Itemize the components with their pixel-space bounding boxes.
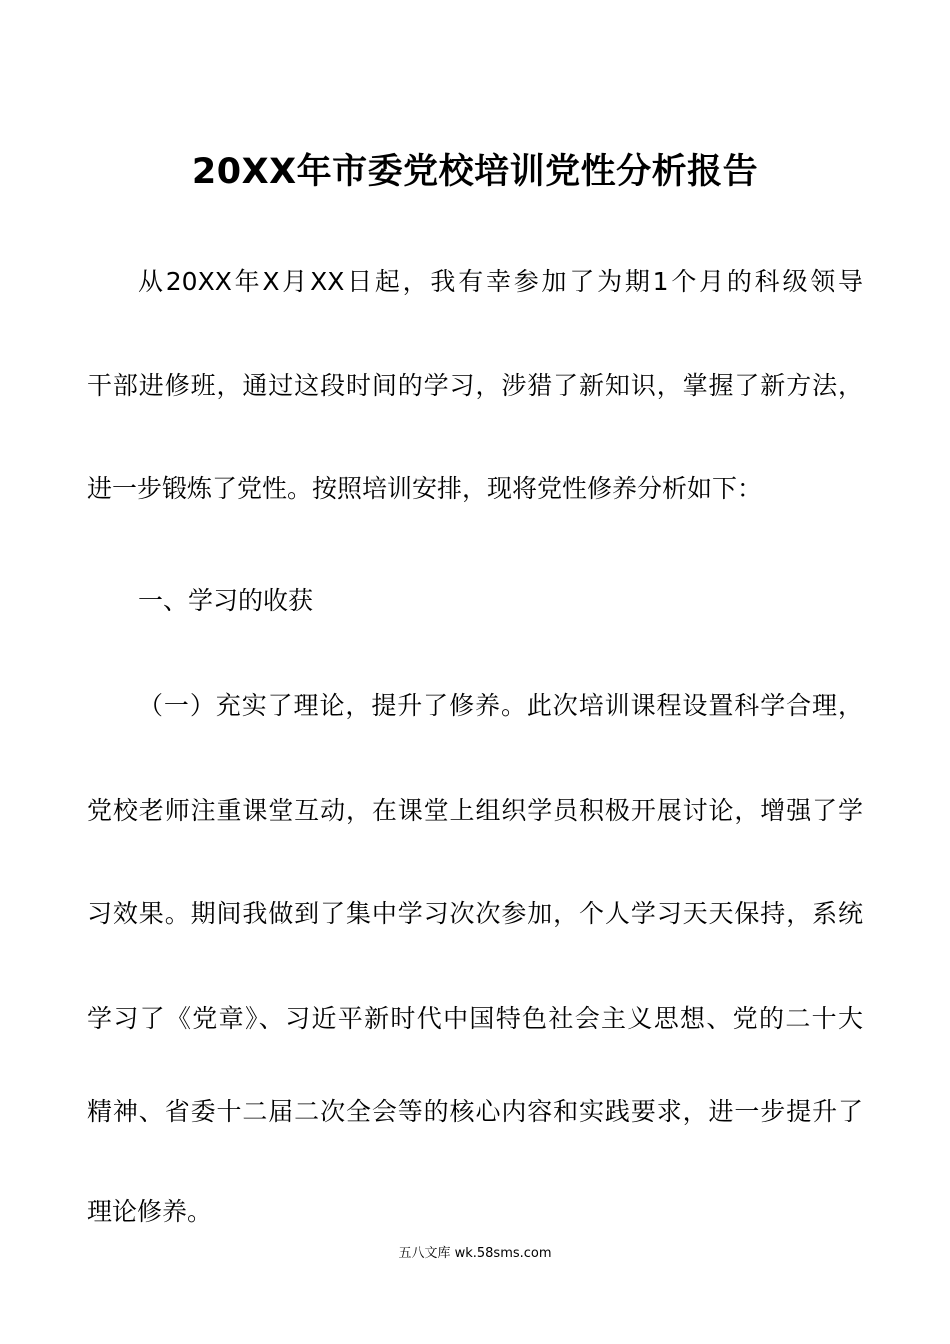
document-title: 20XX年市委党校培训党性分析报告 xyxy=(191,152,759,192)
paragraph-2-line-4: 学习了《党章》、习近平新时代中国特色社会主义思想、党的二十大 xyxy=(87,1004,863,1033)
section-heading-1: 一、学习的收获 xyxy=(138,586,314,615)
paragraph-2-line-1: （一）充实了理论，提升了修养。此次培训课程设置科学合理， xyxy=(138,691,863,720)
paragraph-1-line-2: 干部进修班，通过这段时间的学习，涉猎了新知识，掌握了新方法， xyxy=(87,371,863,400)
paragraph-2-line-3: 习效果。期间我做到了集中学习次次参加，个人学习天天保持，系统 xyxy=(87,899,863,928)
paragraph-2-line-2: 党校老师注重课堂互动，在课堂上组织学员积极开展讨论，增强了学 xyxy=(87,796,863,825)
page-footer-watermark: 五八文库 wk.58sms.com xyxy=(398,1246,552,1261)
paragraph-2-line-6: 理论修养。 xyxy=(87,1197,213,1226)
paragraph-1-line-3: 进一步锻炼了党性。按照培训安排，现将党性修养分析如下： xyxy=(87,474,763,503)
paragraph-1-line-1: 从20XX年X月XX日起，我有幸参加了为期1个月的科级领导 xyxy=(138,267,863,296)
paragraph-2-line-5: 精神、省委十二届二次全会等的核心内容和实践要求，进一步提升了 xyxy=(87,1097,863,1126)
